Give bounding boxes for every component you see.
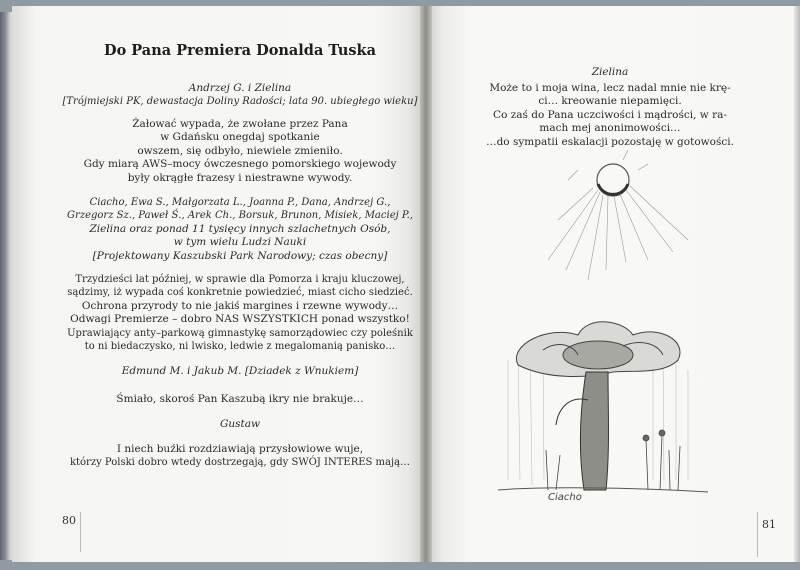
text-line: [Trójmiejski PK, dewastacja Doliny Radości; lata 90. ubiegłego wieku] bbox=[62, 96, 418, 108]
flower-stem bbox=[556, 372, 609, 490]
text-line: Może to i moja wina, lecz nadal mnie nie krę- bbox=[489, 82, 731, 94]
text-line: Andrzej G. i Zielina bbox=[188, 82, 292, 94]
book-gutter bbox=[420, 6, 432, 562]
text-line: ci… kreowanie niepamięci. bbox=[538, 95, 682, 108]
text-line: Trzydzieści lat później, w sprawie dla Pomorza i kraju kluczowej, bbox=[75, 274, 405, 285]
text-line: Ochrona przyrody to nie jakiś margines i rzewne wywody… bbox=[81, 299, 399, 312]
artist-signature bbox=[548, 492, 582, 503]
text-line: Co zaś do Pana uczciwości i mądrości, w ra- bbox=[493, 108, 727, 121]
margin-rule-right bbox=[757, 512, 758, 557]
text-line: Gustaw bbox=[219, 418, 260, 430]
text-line: Uprawiający anty–parkową gimnastykę samorządowiec czy poleśnik bbox=[67, 327, 413, 339]
stanza-authors-3 bbox=[60, 365, 420, 378]
stanza-verse-1 bbox=[60, 118, 420, 185]
text-line: w tym wielu Ludzi Nauki bbox=[173, 236, 307, 249]
margin-rule-left bbox=[80, 512, 81, 552]
text-line: owszem, się odbyło, niewiele zmieniło. bbox=[137, 144, 343, 157]
text-line: którzy Polski dobro wtedy dostrzegają, gdy SWÓJ INTERES mają… bbox=[69, 457, 411, 469]
signature-text: Ciacho bbox=[548, 492, 582, 503]
stanza-verse-right bbox=[470, 82, 750, 149]
light-rays bbox=[548, 150, 688, 280]
text-line: Zielina oraz ponad 11 tysięcy innych szlachetnych Osób, bbox=[89, 222, 391, 235]
text-line: Żałować wypada, że zwołane przez Pana bbox=[132, 118, 348, 130]
pencil-sketch-flower-illustration bbox=[448, 150, 748, 520]
text-line: Ciacho, Ewa S., Małgorzata L., Joanna P., Dana, Andrzej G., bbox=[89, 197, 391, 208]
page-number-right: 81 bbox=[762, 518, 776, 531]
text-line: w Gdańsku onegdaj spotkanie bbox=[160, 131, 320, 144]
stanza-verse-2 bbox=[60, 273, 420, 353]
small-plants bbox=[546, 430, 680, 490]
text-line: sądzimy, iż wypada coś konkretnie powiedzieć, miast cicho siedzieć. bbox=[67, 287, 413, 299]
stanza-verse-4 bbox=[60, 443, 420, 470]
text-line: …do sympatii eskalacji pozostaję w gotowości. bbox=[486, 135, 734, 148]
book-edge-right bbox=[794, 6, 800, 562]
text-line: I niech buźki rozdziawiają przysłowiowe wuje, bbox=[116, 443, 364, 455]
text-line: Odwagi Premierze – dobro NAS WSZYSTKICH ponad wszystko! bbox=[70, 313, 410, 326]
stanza-verse-3 bbox=[60, 393, 420, 406]
poem-title: Do Pana Premiera Donalda Tuska bbox=[104, 42, 376, 59]
page-number-left: 80 bbox=[62, 514, 76, 527]
text-line: to ni biedaczysko, ni lwisko, ledwie z megalomanią panisko… bbox=[84, 341, 396, 353]
stanza-authors-right bbox=[470, 66, 750, 79]
flower-head bbox=[516, 322, 680, 377]
sun-icon bbox=[597, 164, 629, 196]
text-line: Edmund M. i Jakub M. [Dziadek z Wnukiem] bbox=[121, 365, 359, 377]
text-line: mach mej anonimowości… bbox=[539, 122, 681, 135]
text-line: Grzegorz Sz., Paweł Ś., Arek Ch., Borsuk, Brunon, Misiek, Maciej P., bbox=[67, 210, 413, 222]
text-line: Śmiało, skoroś Pan Kaszubą ikry nie brakuje… bbox=[116, 393, 364, 405]
stanza-authors-2 bbox=[60, 196, 420, 263]
text-line: Gdy miarą AWS–mocy ówczesnego pomorskiego wojewody bbox=[83, 158, 397, 171]
stanza-authors-1 bbox=[60, 82, 420, 109]
text-line: były okrągłe frazesy i niestrawne wywody. bbox=[127, 171, 353, 184]
text-line: [Projektowany Kaszubski Park Narodowy; czas obecny] bbox=[92, 249, 388, 262]
stanza-authors-4 bbox=[60, 418, 420, 431]
text-line: Zielina bbox=[591, 66, 629, 78]
